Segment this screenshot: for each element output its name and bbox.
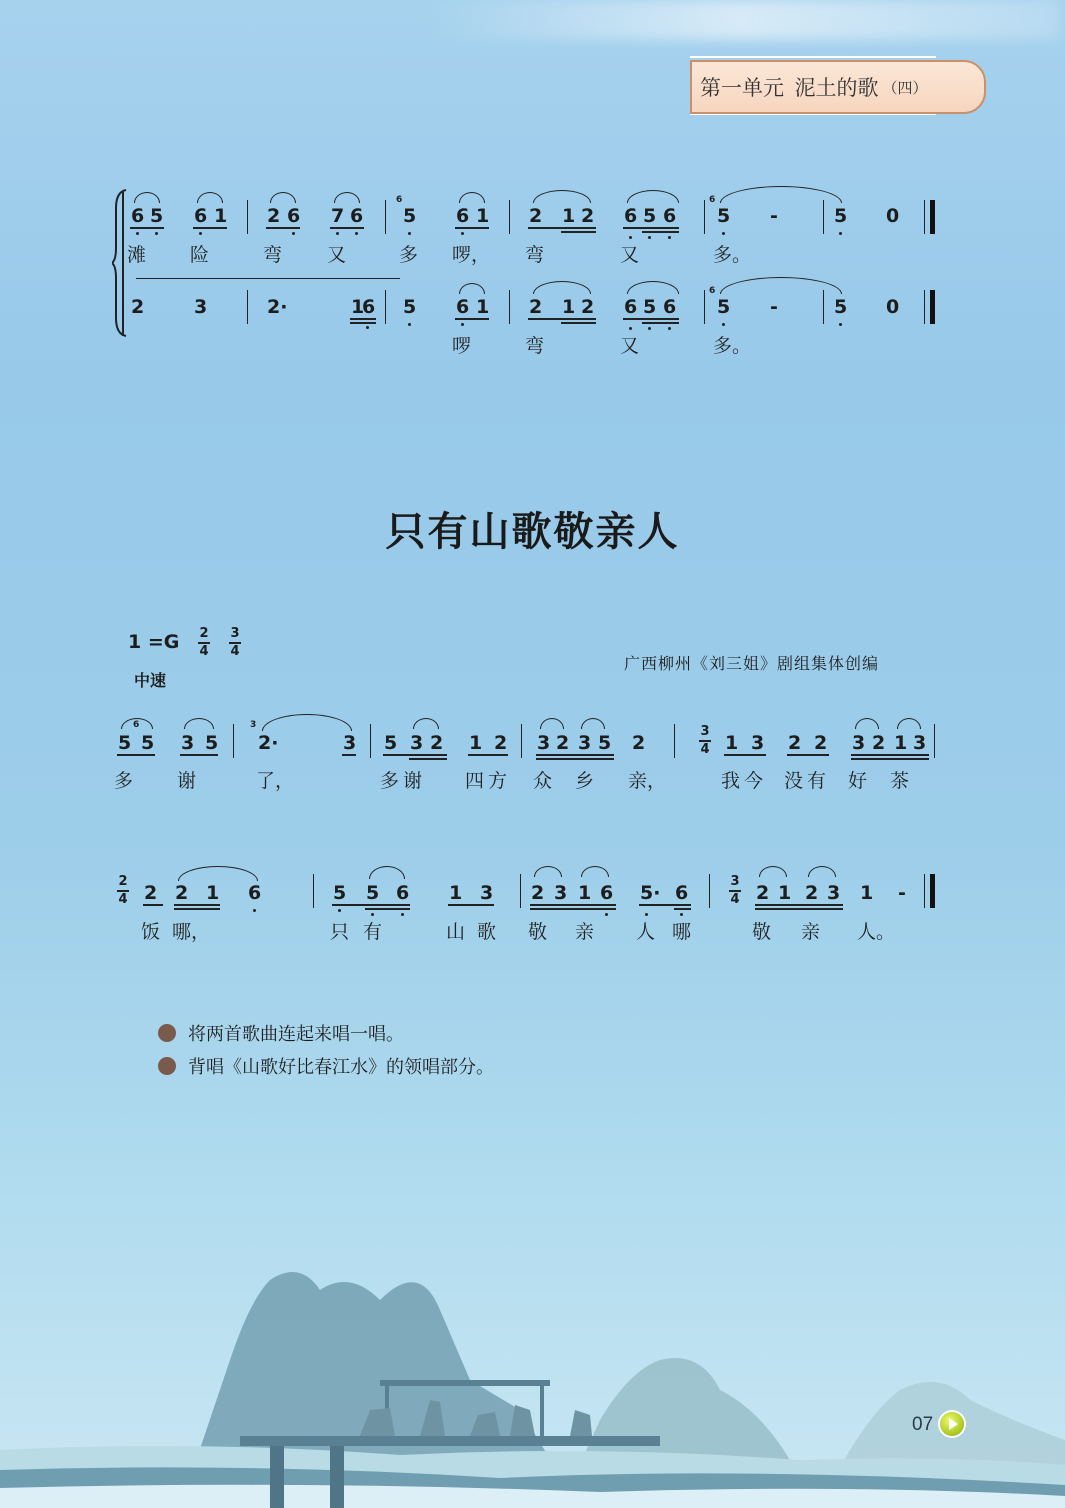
note: 2 <box>531 882 545 904</box>
key-signature <box>128 631 179 653</box>
lyric: 歌 <box>477 921 497 943</box>
time-signature-3-4-inline <box>699 725 711 757</box>
lyric: 啰 <box>452 335 472 357</box>
beam-line <box>468 754 508 756</box>
low-dot <box>292 232 295 235</box>
lyric: 滩 <box>127 244 147 266</box>
beam-line <box>561 231 596 233</box>
beam-line <box>851 754 929 756</box>
note: 6 <box>362 296 376 318</box>
beam-line <box>724 754 766 756</box>
header-rule-bottom <box>690 114 936 117</box>
note: 1 <box>894 732 908 754</box>
lyric: 亲 <box>801 921 821 943</box>
final-barline-thick <box>930 290 935 324</box>
lyric: 四方 <box>465 770 512 792</box>
lyric: 没有 <box>784 770 831 792</box>
beam-line <box>561 322 596 324</box>
note: 5 <box>205 732 219 754</box>
note: 2 <box>267 205 281 227</box>
beam-line <box>639 904 691 906</box>
note: 2 <box>494 732 508 754</box>
low-dot <box>336 232 339 235</box>
grace-note: 6 <box>709 286 716 296</box>
beam-line <box>642 231 679 233</box>
note: 3 <box>194 296 208 318</box>
note: 1 <box>214 205 228 227</box>
ts-top: 3 <box>700 724 710 739</box>
beam-line <box>130 227 164 229</box>
note: 2 <box>529 296 543 318</box>
lyric: 多 <box>114 770 134 792</box>
activity-item <box>158 1049 494 1082</box>
note: 5 <box>403 205 417 227</box>
note: 1 <box>469 732 483 754</box>
lyric: 多。 <box>713 335 752 357</box>
barline <box>509 200 510 234</box>
lyric: 饭 <box>141 921 161 943</box>
page-number: 07 <box>912 1414 934 1435</box>
note: 3 <box>827 882 841 904</box>
barline <box>934 724 935 758</box>
beam-line <box>193 227 227 229</box>
beam-line <box>350 322 376 324</box>
note: 3 <box>410 732 424 754</box>
barline <box>233 724 234 758</box>
unit-header-text <box>692 62 984 112</box>
note: 3 <box>578 732 592 754</box>
note: 5 <box>333 882 347 904</box>
lyric: 了， <box>256 770 295 792</box>
ts-top: 3 <box>730 874 740 889</box>
dash: - <box>770 296 778 318</box>
note: 2 <box>529 205 543 227</box>
barline <box>370 724 371 758</box>
lyric: 多。 <box>713 244 752 266</box>
low-dot <box>648 236 651 239</box>
note: 5· <box>640 882 661 904</box>
beam-line <box>350 318 376 320</box>
low-dot <box>839 232 842 235</box>
note: 3 <box>751 732 765 754</box>
lyric: 茶 <box>890 770 910 792</box>
barline <box>704 290 705 324</box>
note: 2 <box>581 296 595 318</box>
note: 5 <box>141 732 155 754</box>
beam-line <box>383 754 447 756</box>
note: 6 <box>675 882 689 904</box>
note: 1 <box>476 205 490 227</box>
cloud-decoration <box>420 0 1060 40</box>
note: 5 <box>717 296 731 318</box>
composer-credit: 广西柳州《刘三姐》剧组集体创编 <box>624 654 880 673</box>
beam-line <box>536 754 614 756</box>
dash: - <box>770 205 778 227</box>
lyric: 我今 <box>721 770 768 792</box>
barline <box>247 200 248 234</box>
key-text: 1 =G <box>128 631 180 653</box>
note: 2 <box>581 205 595 227</box>
low-dot <box>338 909 341 912</box>
grace-note: 6 <box>396 195 403 205</box>
note: 3 <box>852 732 866 754</box>
lyric: 谢 <box>177 770 197 792</box>
note: 6 <box>600 882 614 904</box>
lyric: 山 <box>446 921 466 943</box>
lyric: 弯 <box>263 244 283 266</box>
note: 6 <box>456 296 470 318</box>
note: 6 <box>248 882 262 904</box>
lyric: 哪， <box>172 921 211 943</box>
lyric: 好 <box>848 770 868 792</box>
beam-line <box>674 908 691 910</box>
barline <box>520 874 521 908</box>
note: 2 <box>556 732 570 754</box>
lyric: 弯 <box>525 335 545 357</box>
ts-top: 2 <box>199 626 209 641</box>
lyric: 敬 <box>752 921 772 943</box>
note: 2 <box>175 882 189 904</box>
note: 6 <box>663 296 677 318</box>
beam-line <box>448 904 494 906</box>
low-dot <box>629 327 632 330</box>
note: 1 <box>351 296 365 318</box>
low-dot <box>722 323 725 326</box>
barline <box>385 200 386 234</box>
low-dot <box>461 232 464 235</box>
final-barline-thin <box>924 200 925 234</box>
beam-line <box>530 904 616 906</box>
grace-note: 6 <box>709 195 716 205</box>
note: 1 <box>562 205 576 227</box>
note: 1 <box>725 732 739 754</box>
note: 5 <box>150 205 164 227</box>
lyric: 有 <box>363 921 383 943</box>
note: 1 <box>562 296 576 318</box>
note: 6 <box>663 205 677 227</box>
note: 6 <box>456 205 470 227</box>
note: 2 <box>756 882 770 904</box>
bullet-icon <box>158 1024 176 1042</box>
ts-top: 3 <box>230 626 240 641</box>
final-barline-thick <box>930 874 935 908</box>
note: 7 <box>331 205 345 227</box>
note: 2 <box>131 296 145 318</box>
beam-line <box>174 904 220 906</box>
note: 2 <box>430 732 444 754</box>
ts-bottom: 4 <box>199 643 209 659</box>
grace-note: 3 <box>250 720 257 730</box>
beam-line <box>174 908 220 910</box>
note: 3 <box>343 732 357 754</box>
activity-list <box>158 1016 494 1082</box>
note: 2 <box>788 732 802 754</box>
low-dot <box>680 913 683 916</box>
note: 6 <box>350 205 364 227</box>
note: 6 <box>624 205 638 227</box>
beam-line <box>117 754 155 756</box>
tie-long <box>136 278 400 293</box>
unit-label: 第一单元 <box>700 76 784 100</box>
time-signature-3-4 <box>229 627 241 659</box>
beam-line <box>528 318 596 320</box>
beam-line <box>623 227 679 229</box>
landscape-illustration <box>0 1240 1065 1508</box>
lyric: 人 <box>636 921 656 943</box>
low-dot <box>645 913 648 916</box>
time-signature-2-4 <box>198 627 210 659</box>
beam-line <box>330 227 364 229</box>
note: 3 <box>537 732 551 754</box>
barline <box>823 290 824 324</box>
lyric: 亲 <box>575 921 595 943</box>
low-dot <box>355 232 358 235</box>
beam-line <box>851 758 929 760</box>
note: 3 <box>913 732 927 754</box>
lyric: 众 <box>533 770 553 792</box>
activity-item <box>158 1016 494 1049</box>
bullet-icon <box>158 1057 176 1075</box>
note: 5 <box>834 296 848 318</box>
beam-line <box>642 322 679 324</box>
low-dot <box>371 913 374 916</box>
song-title: 只有山歌敬亲人 <box>385 509 680 555</box>
activity-text: 将两首歌曲连起来唱一唱。 <box>188 1023 404 1045</box>
note: 3 <box>554 882 568 904</box>
note: 5 <box>643 205 657 227</box>
barline <box>509 290 510 324</box>
beam-line <box>342 754 356 756</box>
rest: 0 <box>886 296 900 318</box>
note: 6 <box>194 205 208 227</box>
note: 5 <box>643 296 657 318</box>
note: 5 <box>403 296 417 318</box>
lyric: 啰， <box>452 244 491 266</box>
activity-text: 背唱《山歌好比春江水》的领唱部分。 <box>188 1056 494 1078</box>
note: 1 <box>206 882 220 904</box>
beam-line <box>787 754 829 756</box>
unit-sub: （四） <box>882 80 928 97</box>
low-dot <box>605 913 608 916</box>
note: 2 <box>872 732 886 754</box>
unit-header-tab <box>690 60 986 114</box>
final-barline-thick <box>930 200 935 234</box>
beam-line <box>755 908 843 910</box>
beam-line <box>623 318 679 320</box>
note: 6 <box>131 205 145 227</box>
note: 6 <box>396 882 410 904</box>
note: 2 <box>144 882 158 904</box>
time-signature-2-4-inline <box>117 875 129 907</box>
lyric: 弯 <box>525 244 545 266</box>
low-dot <box>408 232 411 235</box>
tempo-marking: 中速 <box>134 671 167 690</box>
lyric: 亲， <box>628 770 667 792</box>
final-barline-thin <box>924 874 925 908</box>
ts-top: 2 <box>118 874 128 889</box>
beam-line <box>755 904 843 906</box>
lyric: 人。 <box>857 921 896 943</box>
ts-bottom: 4 <box>730 891 740 907</box>
lyric: 又 <box>620 335 640 357</box>
lyric: 只 <box>330 921 350 943</box>
low-dot <box>461 323 464 326</box>
note: 2 <box>814 732 828 754</box>
rest: 0 <box>886 205 900 227</box>
barline <box>521 724 522 758</box>
note: 1 <box>778 882 792 904</box>
play-icon[interactable] <box>940 1412 964 1436</box>
low-dot <box>366 326 369 329</box>
beam-line <box>365 908 410 910</box>
lyric: 哪 <box>672 921 692 943</box>
lyric: 又 <box>327 244 347 266</box>
note: 6 <box>624 296 638 318</box>
barline <box>709 874 710 908</box>
low-dot <box>722 232 725 235</box>
beam-line <box>536 758 614 760</box>
beam-line <box>409 758 447 760</box>
system-barline <box>122 192 124 336</box>
beam-line <box>455 227 489 229</box>
ts-bottom: 4 <box>118 891 128 907</box>
barline <box>704 200 705 234</box>
low-dot <box>839 323 842 326</box>
dash: - <box>898 882 906 904</box>
beam-line <box>455 318 489 320</box>
barline <box>823 200 824 234</box>
low-dot <box>155 232 158 235</box>
beam-line <box>528 227 596 229</box>
note: 6 <box>287 205 301 227</box>
note: 5 <box>118 732 132 754</box>
lyric: 多谢 <box>380 770 427 792</box>
note: 5 <box>598 732 612 754</box>
beam-line <box>530 908 616 910</box>
lyric: 多 <box>399 244 419 266</box>
low-dot <box>668 236 671 239</box>
note: 5 <box>717 205 731 227</box>
note: 3 <box>181 732 195 754</box>
low-dot <box>401 913 404 916</box>
low-dot <box>648 327 651 330</box>
low-dot <box>668 327 671 330</box>
beam-line <box>332 904 410 906</box>
low-dot <box>253 909 256 912</box>
note: 2· <box>267 296 288 318</box>
beam-line <box>143 904 163 906</box>
note: 2 <box>805 882 819 904</box>
grace-note: 6 <box>133 720 140 730</box>
beam-line <box>266 227 300 229</box>
time-signature-3-4-inline <box>729 875 741 907</box>
final-barline-thin <box>924 290 925 324</box>
lyric: 又 <box>620 244 640 266</box>
note: 5 <box>834 205 848 227</box>
lyric: 险 <box>190 244 210 266</box>
note: 2 <box>632 732 646 754</box>
note: 5 <box>366 882 380 904</box>
lyric: 乡 <box>575 770 595 792</box>
low-dot <box>136 232 139 235</box>
ts-bottom: 4 <box>230 643 240 659</box>
barline <box>385 290 386 324</box>
barline <box>313 874 314 908</box>
note: 5 <box>384 732 398 754</box>
low-dot <box>408 323 411 326</box>
ts-bottom: 4 <box>700 741 710 757</box>
barline <box>247 290 248 324</box>
beam-line <box>180 754 218 756</box>
note: 3 <box>480 882 494 904</box>
note: 1 <box>578 882 592 904</box>
barline <box>674 724 675 758</box>
note: 1 <box>860 882 874 904</box>
low-dot <box>199 232 202 235</box>
low-dot <box>629 236 632 239</box>
note: 1 <box>476 296 490 318</box>
note: 2· <box>258 732 279 754</box>
note: 1 <box>449 882 463 904</box>
unit-title: 泥土的歌 <box>794 76 879 100</box>
lyric: 敬 <box>528 921 548 943</box>
